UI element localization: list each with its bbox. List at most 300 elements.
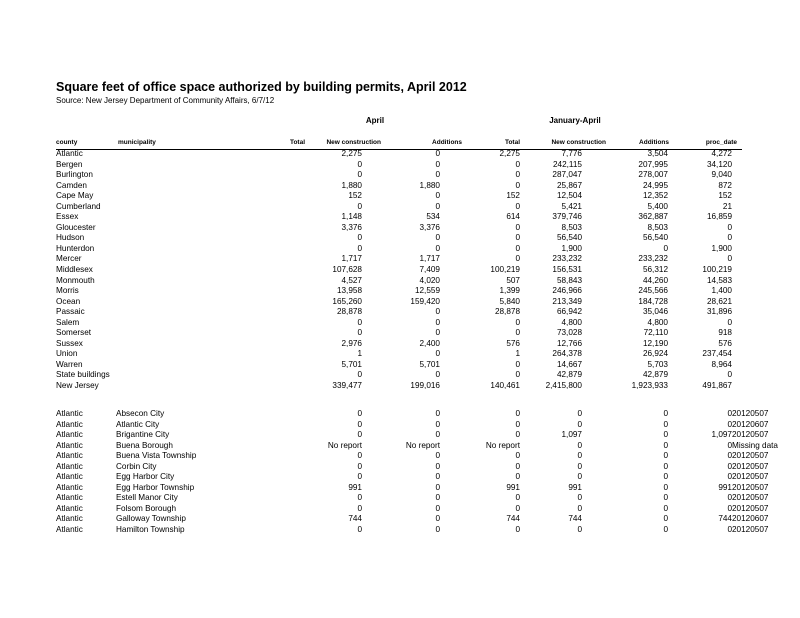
cell-ytd-additions: 28,621 [706,296,732,306]
cell-ytd-new-construction: 56,312 [642,265,668,275]
cell-april-new-construction: 12,559 [414,286,440,296]
cell-ytd-total: 7,776 [561,149,582,158]
cell-ytd-total: 0 [577,451,582,461]
col-county: county [56,139,78,146]
cell-ytd-total: 156,531 [552,265,582,275]
cell-ytd-total: 8,503 [561,222,582,232]
cell-municipality: Brigantine City [116,430,170,440]
cell-april-total: 2,976 [341,338,362,348]
municipality-row [56,504,742,515]
cell-april-total: 0 [357,201,362,211]
county-row [56,339,742,350]
cell-ytd-total: 0 [577,525,582,535]
cell-proc-date [732,276,742,287]
cell-ytd-total: 0 [577,440,582,450]
cell-ytd-additions: 0 [727,451,732,461]
county-row [56,318,742,329]
county-row [56,170,742,181]
cell-april-total: 0 [357,409,362,418]
cell-county: Camden [56,180,87,190]
cell-ytd-additions: 0 [727,222,732,232]
cell-ytd-new-construction: 12,190 [642,338,668,348]
cell-april-additions: 0 [515,419,520,429]
cell-county: Atlantic [56,503,83,513]
cell-ytd-additions: 14,583 [706,275,732,285]
cell-proc-date [732,160,742,171]
cell-proc-date: 20120507 [732,525,769,535]
cell-county: Morris [56,286,79,296]
municipality-row [56,525,742,536]
cell-april-additions: 0 [515,170,520,180]
cell-ytd-total: 264,378 [552,349,582,359]
cell-ytd-total: 233,232 [552,254,582,264]
cell-april-total: 0 [357,243,362,253]
cell-ytd-additions: 100,219 [702,265,732,275]
cell-april-new-construction: 0 [435,307,440,317]
cell-april-total: 0 [357,493,362,503]
cell-municipality [116,381,224,392]
cell-municipality [116,339,224,350]
cell-april-additions: 0 [515,451,520,461]
cell-ytd-new-construction: 24,995 [642,180,668,190]
cell-ytd-new-construction: 42,879 [642,370,668,380]
county-row [56,265,742,276]
cell-april-new-construction: 0 [435,370,440,380]
cell-ytd-new-construction: 3,504 [647,149,668,158]
cell-county: Atlantic [56,493,83,503]
cell-ytd-new-construction: 1,923,933 [631,381,668,391]
cell-april-total: 5,701 [341,359,362,369]
cell-proc-date: 20120507 [732,430,769,440]
cell-proc-date [732,244,742,255]
cell-ytd-new-construction: 0 [663,472,668,482]
cell-april-new-construction: 0 [435,170,440,180]
municipality-row [56,462,742,473]
cell-ytd-additions: 491,867 [702,381,732,391]
cell-april-new-construction: 0 [435,451,440,461]
cell-ytd-new-construction: 0 [663,243,668,253]
cell-april-additions: 0 [515,328,520,338]
cell-april-additions: 0 [515,254,520,264]
cell-municipality [116,328,224,339]
cell-ytd-total: 0 [577,503,582,513]
cell-municipality [116,297,224,308]
cell-proc-date [732,360,742,371]
cell-county: Salem [56,317,80,327]
group-header-january-april: January-April [549,116,601,125]
cell-municipality [116,276,224,287]
cell-april-additions: 576 [506,338,520,348]
cell-april-total: 0 [357,233,362,243]
cell-ytd-new-construction: 0 [663,525,668,535]
cell-april-total: 339,477 [332,381,362,391]
col-proc-date: proc_date [705,139,737,146]
cell-county: Mercer [56,254,82,264]
cell-april-new-construction: 1,880 [419,180,440,190]
cell-ytd-total: 56,540 [556,233,582,243]
cell-ytd-additions: 0 [727,409,732,418]
cell-april-total: 0 [357,503,362,513]
cell-april-total: 0 [357,159,362,169]
cell-proc-date [732,191,742,202]
cell-municipality [116,170,224,181]
cell-april-additions: 0 [515,233,520,243]
cell-proc-date [732,223,742,234]
cell-april-additions: 991 [506,482,520,492]
cell-proc-date [732,233,742,244]
county-row [56,181,742,192]
cell-april-total: 1 [357,349,362,359]
cell-ytd-additions: 576 [718,338,732,348]
cell-municipality [116,149,224,160]
cell-municipality: Estell Manor City [116,493,178,503]
cell-april-new-construction: 0 [435,514,440,524]
county-row [56,244,742,255]
cell-april-total: 0 [357,370,362,380]
cell-april-additions: 0 [515,461,520,471]
cell-proc-date [732,339,742,350]
cell-ytd-total: 379,746 [552,212,582,222]
cell-ytd-total: 1,097 [561,430,582,440]
cell-ytd-total: 991 [568,482,582,492]
cell-april-new-construction: No report [405,440,440,450]
cell-ytd-new-construction: 0 [663,514,668,524]
cell-ytd-total: 246,966 [552,286,582,296]
cell-april-additions: 152 [506,191,520,201]
cell-ytd-new-construction: 72,110 [643,328,668,338]
municipality-row [56,451,742,462]
cell-april-additions: 140,461 [490,381,520,391]
col-april-additions: Additions [432,139,462,146]
cell-ytd-additions: 152 [718,191,732,201]
cell-april-new-construction: 0 [435,233,440,243]
cell-municipality [116,191,224,202]
cell-county: Atlantic [56,419,83,429]
cell-ytd-new-construction: 233,232 [638,254,668,264]
cell-april-additions: 0 [515,243,520,253]
cell-april-new-construction: 0 [435,159,440,169]
cell-april-total: 2,275 [341,149,362,158]
cell-ytd-additions: 8,964 [711,359,732,369]
cell-ytd-new-construction: 0 [663,493,668,503]
cell-ytd-total: 2,415,800 [545,381,582,391]
cell-county: Union [56,349,78,359]
cell-municipality [116,360,224,371]
cell-april-total: 0 [357,525,362,535]
cell-april-additions: 0 [515,222,520,232]
cell-county: Monmouth [56,275,95,285]
cell-county: Atlantic [56,525,83,535]
cell-ytd-total: 14,667 [556,359,582,369]
municipality-table [56,409,778,536]
cell-ytd-additions: 0 [727,370,732,380]
cell-april-total: 744 [348,514,362,524]
cell-april-total: 152 [348,191,362,201]
cell-april-additions: 2,275 [499,149,520,158]
municipality-row [56,514,742,525]
cell-county: Atlantic [56,409,83,418]
cell-ytd-additions: 0 [727,525,732,535]
cell-ytd-new-construction: 207,995 [638,159,668,169]
cell-municipality [116,244,224,255]
col-april-total: Total [289,139,305,146]
cell-april-total: 13,958 [336,286,362,296]
cell-ytd-total: 42,879 [556,370,582,380]
report-title: Square feet of office space authorized by building permits, April 2012 [56,80,467,94]
cell-county: Atlantic [56,514,83,524]
cell-county: Somerset [56,328,92,338]
cell-proc-date [732,370,742,381]
cell-april-new-construction: 159,420 [410,296,440,306]
cell-ytd-total: 242,115 [553,159,582,169]
cell-municipality [116,160,224,171]
county-row [56,360,742,371]
cell-proc-date [732,202,742,213]
cell-ytd-additions: 237,454 [702,349,732,359]
cell-ytd-total: 1,900 [561,243,582,253]
cell-ytd-additions: 918 [718,328,732,338]
cell-county: Burlington [56,170,93,180]
cell-county: Atlantic [56,451,83,461]
cell-municipality: Buena Borough [116,440,173,450]
cell-april-additions: 744 [506,514,520,524]
col-april-new-construction: New construction [326,139,381,146]
cell-april-new-construction: 0 [435,525,440,535]
cell-april-additions: 0 [515,359,520,369]
cell-ytd-new-construction: 278,007 [638,170,668,180]
county-row [56,223,742,234]
cell-ytd-additions: 0 [727,440,732,450]
cell-ytd-total: 0 [577,461,582,471]
cell-municipality: Absecon City [116,409,165,418]
cell-april-total: 4,527 [341,275,362,285]
cell-april-additions: 1,399 [499,286,520,296]
col-ytd-new-construction: New construction [551,139,606,146]
cell-april-new-construction: 0 [435,191,440,201]
cell-proc-date [732,297,742,308]
cell-municipality [116,223,224,234]
cell-ytd-total: 73,028 [556,328,582,338]
cell-ytd-additions: 1,097 [711,430,732,440]
cell-ytd-additions: 1,900 [711,243,732,253]
cell-county: Middlesex [56,265,93,275]
cell-proc-date: 20120607 [732,419,769,429]
cell-county: Cumberland [56,201,101,211]
cell-ytd-new-construction: 184,728 [638,296,668,306]
cell-proc-date [732,286,742,297]
cell-ytd-new-construction: 44,260 [642,275,668,285]
cell-county: Gloucester [56,222,96,232]
cell-april-additions: 0 [515,472,520,482]
county-row [56,202,742,213]
cell-april-new-construction: 0 [435,461,440,471]
cell-april-new-construction: 0 [435,349,440,359]
cell-county: Atlantic [56,461,83,471]
cell-ytd-new-construction: 26,924 [642,349,668,359]
cell-april-new-construction: 199,016 [410,381,440,391]
cell-county: Atlantic [56,472,83,482]
cell-april-new-construction: 0 [435,328,440,338]
cell-proc-date [732,307,742,318]
municipality-row [56,430,742,441]
cell-county: Passaic [56,307,85,317]
cell-county: State buildings [56,370,110,380]
cell-ytd-new-construction: 5,400 [647,201,668,211]
cell-ytd-additions: 9,040 [711,170,732,180]
cell-county: Atlantic [56,149,83,158]
col-ytd-additions: Additions [639,139,669,146]
cell-april-additions: 0 [515,180,520,190]
cell-april-total: 0 [357,419,362,429]
cell-april-total: 0 [357,451,362,461]
cell-april-additions: 0 [515,409,520,418]
cell-proc-date: 20120507 [732,451,769,461]
cell-proc-date [732,318,742,329]
cell-ytd-total: 0 [577,409,582,418]
cell-proc-date [732,170,742,181]
cell-april-new-construction: 0 [435,243,440,253]
cell-county: Hudson [56,233,85,243]
cell-ytd-new-construction: 0 [663,461,668,471]
cell-april-total: 0 [357,170,362,180]
cell-april-additions: 614 [506,212,520,222]
cell-ytd-additions: 34,120 [706,159,732,169]
county-row [56,160,742,171]
cell-municipality [116,318,224,329]
county-row [56,276,742,287]
cell-county: Sussex [56,338,83,348]
county-row [56,191,742,202]
cell-april-new-construction: 5,701 [419,359,440,369]
cell-proc-date: 20120507 [732,493,769,503]
cell-april-additions: 0 [515,317,520,327]
cell-municipality [116,307,224,318]
cell-april-new-construction: 4,020 [419,275,440,285]
cell-ytd-total: 58,843 [556,275,582,285]
cell-municipality [116,349,224,360]
cell-april-total: 0 [357,328,362,338]
cell-ytd-new-construction: 5,703 [647,359,668,369]
cell-ytd-new-construction: 0 [663,419,668,429]
cell-april-additions: 0 [515,503,520,513]
cell-ytd-new-construction: 35,046 [642,307,668,317]
cell-ytd-total: 287,047 [552,170,582,180]
cell-county: Cape May [56,191,94,201]
cell-municipality [116,212,224,223]
cell-proc-date: 20120507 [732,461,769,471]
cell-ytd-new-construction: 8,503 [647,222,668,232]
cell-proc-date: 20120607 [732,514,769,524]
cell-ytd-additions: 1,400 [711,286,732,296]
cell-ytd-total: 12,766 [556,338,582,348]
cell-april-new-construction: 0 [435,149,440,158]
county-row [56,212,742,223]
cell-ytd-additions: 21 [722,201,732,211]
cell-ytd-total: 0 [577,472,582,482]
cell-municipality: Folsom Borough [116,503,177,513]
cell-april-additions: 507 [506,275,520,285]
cell-ytd-additions: 0 [727,503,732,513]
cell-april-additions: 0 [515,370,520,380]
cell-april-new-construction: 0 [435,482,440,492]
cell-april-total: 165,260 [332,296,362,306]
cell-april-new-construction: 0 [435,493,440,503]
cell-ytd-new-construction: 0 [663,482,668,492]
cell-county: Atlantic [56,430,83,440]
cell-municipality [116,202,224,213]
cell-april-total: 1,880 [341,180,362,190]
cell-proc-date [732,254,742,265]
cell-april-additions: 28,878 [494,307,520,317]
municipality-row [56,483,742,494]
county-row [56,297,742,308]
cell-april-new-construction: 0 [435,201,440,211]
cell-ytd-additions: 16,859 [706,212,732,222]
municipality-row [56,441,742,452]
cell-april-new-construction: 1,717 [419,254,440,264]
cell-proc-date [732,265,742,276]
cell-april-new-construction: 0 [435,472,440,482]
cell-april-total: 107,628 [332,265,362,275]
county-row [56,254,742,265]
county-row [56,381,742,392]
cell-county: Ocean [56,296,81,306]
cell-april-additions: No report [485,440,520,450]
cell-ytd-additions: 0 [727,493,732,503]
county-row [56,370,742,381]
cell-april-total: 0 [357,430,362,440]
cell-county: Warren [56,359,83,369]
cell-ytd-additions: 0 [727,317,732,327]
municipality-row [56,420,742,431]
county-row [56,307,742,318]
cell-april-total: 0 [357,317,362,327]
cell-ytd-new-construction: 0 [663,440,668,450]
county-row [56,349,742,360]
cell-municipality: Galloway Township [116,514,186,524]
municipality-row [56,493,742,504]
cell-county: New Jersey [56,381,99,391]
cell-ytd-total: 25,867 [556,180,582,190]
cell-ytd-total: 0 [577,493,582,503]
cell-ytd-additions: 0 [727,419,732,429]
cell-april-new-construction: 534 [426,212,440,222]
cell-proc-date: 20120507 [732,503,769,513]
cell-proc-date: Missing data [732,440,778,450]
cell-april-new-construction: 3,376 [419,222,440,232]
cell-ytd-new-construction: 0 [663,430,668,440]
cell-ytd-additions: 872 [718,180,732,190]
municipality-row [56,472,742,483]
cell-ytd-additions: 31,896 [706,307,732,317]
county-row [56,149,742,160]
cell-april-total: 1,717 [341,254,362,264]
cell-municipality: Egg Harbor City [116,472,175,482]
cell-county: Hunterdon [56,243,95,253]
cell-ytd-total: 744 [568,514,582,524]
cell-ytd-new-construction: 245,566 [638,286,668,296]
cell-ytd-additions: 0 [727,461,732,471]
county-row [56,233,742,244]
cell-april-additions: 1 [515,349,520,359]
cell-april-new-construction: 0 [435,430,440,440]
cell-proc-date [732,181,742,192]
cell-municipality [116,370,224,381]
cell-municipality [116,265,224,276]
cell-ytd-new-construction: 56,540 [642,233,668,243]
county-row [56,328,742,339]
cell-ytd-total: 66,942 [556,307,582,317]
